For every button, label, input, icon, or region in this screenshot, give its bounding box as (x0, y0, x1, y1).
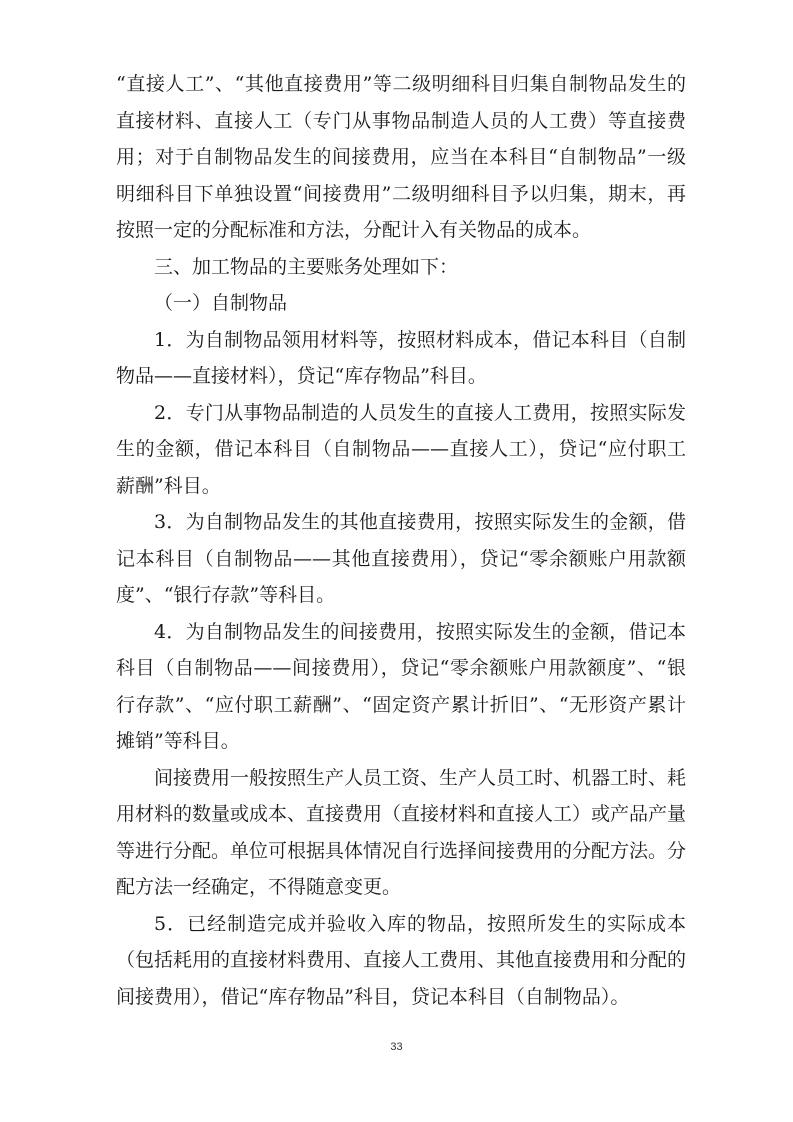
paragraph-item-3: 3．为自制物品发生的其他直接费用，按照实际发生的金额，借记本科目（自制物品——其他直接费用），贷记“零余额账户用款额度”、“银行存款”等科目。 (116, 511, 686, 606)
paragraph-continuation: “直接人工”、“其他直接费用”等二级明细科目归集自制物品发生的直接材料、直接人工（专门从事物品制造人员的人工费）等直接费用；对于自制物品发生的间接费用，应当在本科目“自制物品”一级明细科目下单独设置“间接费用”二级明细科目予以归集，期末，再按照一定的分配标准和方法，分配计入有关物品的成本。 (116, 73, 686, 241)
subsection-heading: （一）自制物品 (154, 292, 288, 314)
paragraph-item-1: 1．为自制物品领用材料等，按照材料成本，借记本科目（自制物品——直接材料），贷记“库存物品”科目。 (116, 328, 686, 387)
paragraph-item-4: 4．为自制物品发生的间接费用，按照实际发生的金额，借记本科目（自制物品——间接费用），贷记“零余额账户用款额度”、“银行存款”、“应付职工薪酬”、“固定资产累计折旧”、“无形资产累计摊销”等科目。 (116, 620, 686, 752)
paragraph-indirect-cost-note: 间接费用一般按照生产人员工资、生产人员工时、机器工时、耗用材料的数量或成本、直接费用（直接材料和直接人工）或产品产量等进行分配。单位可根据具体情况自行选择间接费用的分配方法。分配方法一经确定，不得随意变更。 (116, 766, 687, 898)
document-body (116, 66, 686, 1015)
page-number: 33 (390, 1041, 403, 1053)
paragraph-item-5: 5．已经制造完成并验收入库的物品，按照所发生的实际成本（包括耗用的直接材料费用、直接人工费用、其他直接费用和分配的间接费用），借记“库存物品”科目，贷记本科目（自制物品）。 (116, 912, 687, 1008)
paragraph-item-2: 2．专门从事物品制造的人员发生的直接人工费用，按照实际发生的金额，借记本科目（自制物品——直接人工），贷记“应付职工薪酬”科目。 (116, 401, 686, 497)
section-heading: 三、加工物品的主要账务处理如下： (154, 255, 459, 278)
